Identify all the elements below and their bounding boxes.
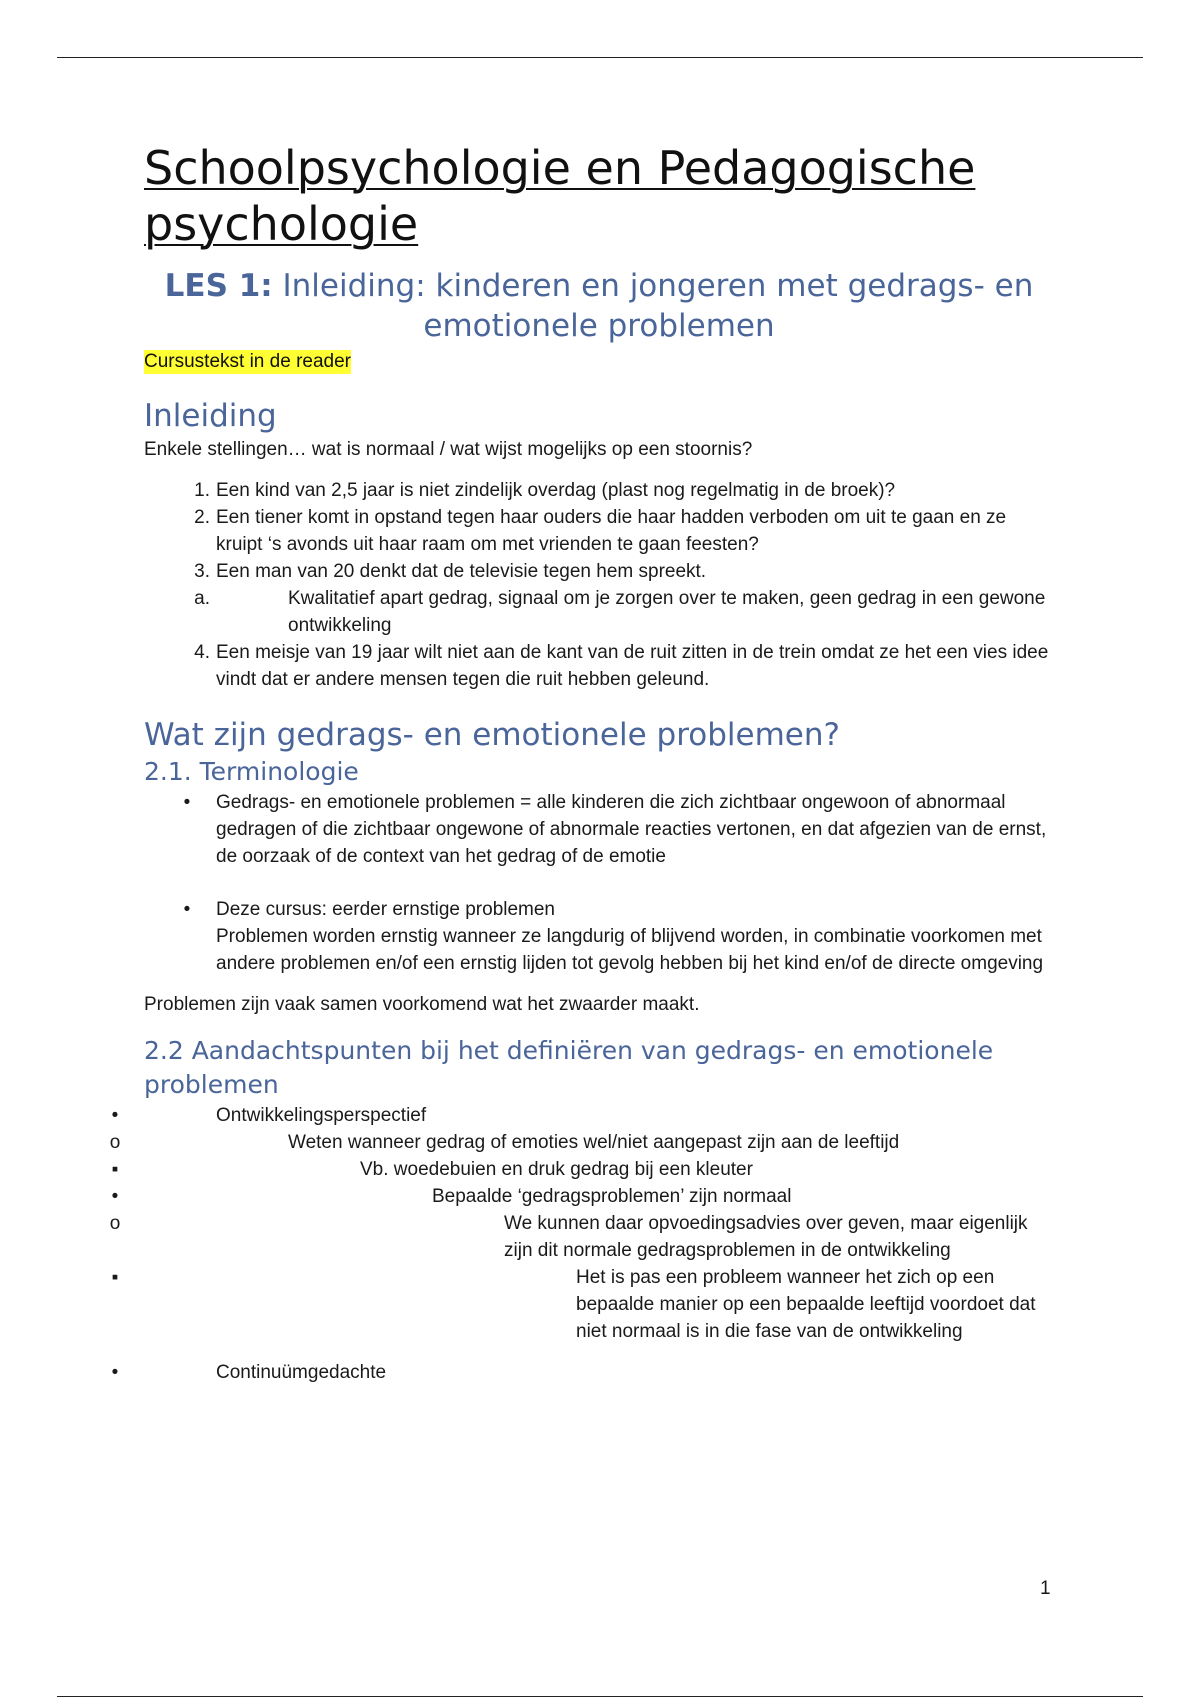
bullet-disc: •: [111, 1186, 119, 1207]
list-item-text: Het is pas een probleem wanneer het zich op een bepaalde manier op een bepaalde leeftijd voordoet dat niet normaal is in die fase van de ontwikkeling: [576, 1267, 1036, 1342]
statement-list: [144, 477, 1054, 693]
bullet-square: ▪: [111, 1159, 119, 1180]
list-item: [109, 1129, 1054, 1156]
heading-aandachtspunten: 2.2 Aandachtspunten bij het definiëren van gedrags- en emotionele problemen: [144, 1036, 994, 1099]
bullet-disc: •: [183, 792, 191, 813]
reader-note: Cursustekst in de reader: [144, 351, 351, 372]
spacer: [216, 870, 1054, 896]
list-item-continuation: Problemen worden ernstig wanneer ze langdurig of blijvend worden, in combinatie voorkomen met andere problemen en/of een ernstig lijden tot gevolg hebben bij het kind en/of de directe omgeving: [216, 926, 1044, 974]
bullet-disc: •: [111, 1105, 119, 1126]
inleiding-intro: Enkele stellingen… wat is normaal / wat wijst mogelijks op een stoornis?: [144, 439, 753, 460]
list-item-text: Deze cursus: eerder ernstige problemen: [216, 899, 556, 920]
page-number: 1: [1040, 1578, 1051, 1599]
list-item-text: Een kind van 2,5 jaar is niet zindelijk overdag (plast nog regelmatig in de broek)?: [216, 480, 896, 501]
top-rule: [57, 57, 1143, 58]
list-item: [194, 639, 1054, 693]
spacer: [144, 1345, 1054, 1359]
list-item-text: Een man van 20 denkt dat de televisie tegen hem spreekt.: [216, 561, 707, 582]
document-title: [144, 140, 1054, 252]
lesson-title: [144, 266, 1054, 346]
list-item: [194, 504, 1054, 558]
bullet-circle: o: [109, 1132, 121, 1153]
list-item: [183, 896, 1054, 977]
list-item: [111, 1102, 1054, 1129]
heading-section2: Wat zijn gedrags- en emotionele problemen?: [144, 717, 840, 753]
list-item: [109, 1210, 1054, 1264]
list-item-text: Een meisje van 19 jaar wilt niet aan de kant van de ruit zitten in de trein omdat ze het een vies idee vindt dat er andere mensen tegen die ruit hebben geleund.: [216, 642, 1049, 690]
bullet-disc: •: [183, 899, 191, 920]
list-item: [111, 1264, 1054, 1345]
list-item: [111, 1183, 1054, 1210]
list-item: [194, 558, 1054, 585]
list-item: [194, 477, 1054, 504]
list-item-text: Kwalitatief apart gedrag, signaal om je zorgen over te maken, geen gedrag in een gewone ontwikkeling: [288, 588, 1046, 636]
list-subitem: [194, 585, 1054, 639]
list-item-text: Bepaalde ‘gedragsproblemen’ zijn normaal: [432, 1186, 792, 1207]
bullet-circle: o: [109, 1213, 121, 1234]
lesson-title-text: Inleiding: kinderen en jongeren met gedrags- en emotionele problemen: [282, 268, 1034, 344]
lesson-prefix: LES 1:: [164, 268, 273, 304]
list-item: [111, 1156, 1054, 1183]
list-item-text: Gedrags- en emotionele problemen = alle kinderen die zich zichtbaar ongewoon of abnormaal gedragen of die zichtbaar ongewone of abnormale reacties vertonen, en dat afgezien van de ernst, de oorzaak of de context van het gedrag of de emotie: [216, 792, 1047, 867]
list-marker: 2.: [194, 507, 210, 528]
list-item-text: Continuümgedachte: [216, 1362, 387, 1383]
bullet-disc: •: [111, 1362, 119, 1383]
list-item-text: We kunnen daar opvoedingsadvies over geven, maar eigenlijk zijn dit normale gedragsproblemen in de ontwikkeling: [504, 1213, 1028, 1261]
heading-terminologie: 2.1. Terminologie: [144, 757, 359, 786]
document-body: [109, 140, 1054, 1386]
list-item-text: Een tiener komt in opstand tegen haar ouders die haar hadden verboden om uit te gaan en ze kruipt ‘s avonds uit haar raam om met vrienden te gaan feesten?: [216, 507, 1007, 555]
bullet-square: ▪: [111, 1267, 119, 1288]
terminologie-list: [144, 789, 1054, 977]
list-item-text: Weten wanneer gedrag of emoties wel/niet aangepast zijn aan de leeftijd: [288, 1132, 900, 1153]
document-title-line2: psychologie: [144, 197, 419, 251]
list-item: [183, 789, 1054, 870]
list-item-text: Ontwikkelingsperspectief: [216, 1105, 427, 1126]
list-marker: 3.: [194, 561, 210, 582]
list-item: [111, 1359, 1054, 1386]
bottom-rule: [57, 1696, 1143, 1697]
list-item-text: Vb. woedebuien en druk gedrag bij een kleuter: [360, 1159, 753, 1180]
heading-inleiding: Inleiding: [144, 398, 277, 434]
list-marker: a.: [194, 588, 210, 609]
spacer: [144, 977, 1054, 991]
aandachtspunten-list: [109, 1102, 1054, 1386]
terminologie-closing: Problemen zijn vaak samen voorkomend wat het zwaarder maakt.: [144, 994, 700, 1015]
list-marker: 4.: [194, 642, 210, 663]
document-title-line1: Schoolpsychologie en Pedagogische: [144, 141, 976, 195]
list-marker: 1.: [194, 480, 210, 501]
